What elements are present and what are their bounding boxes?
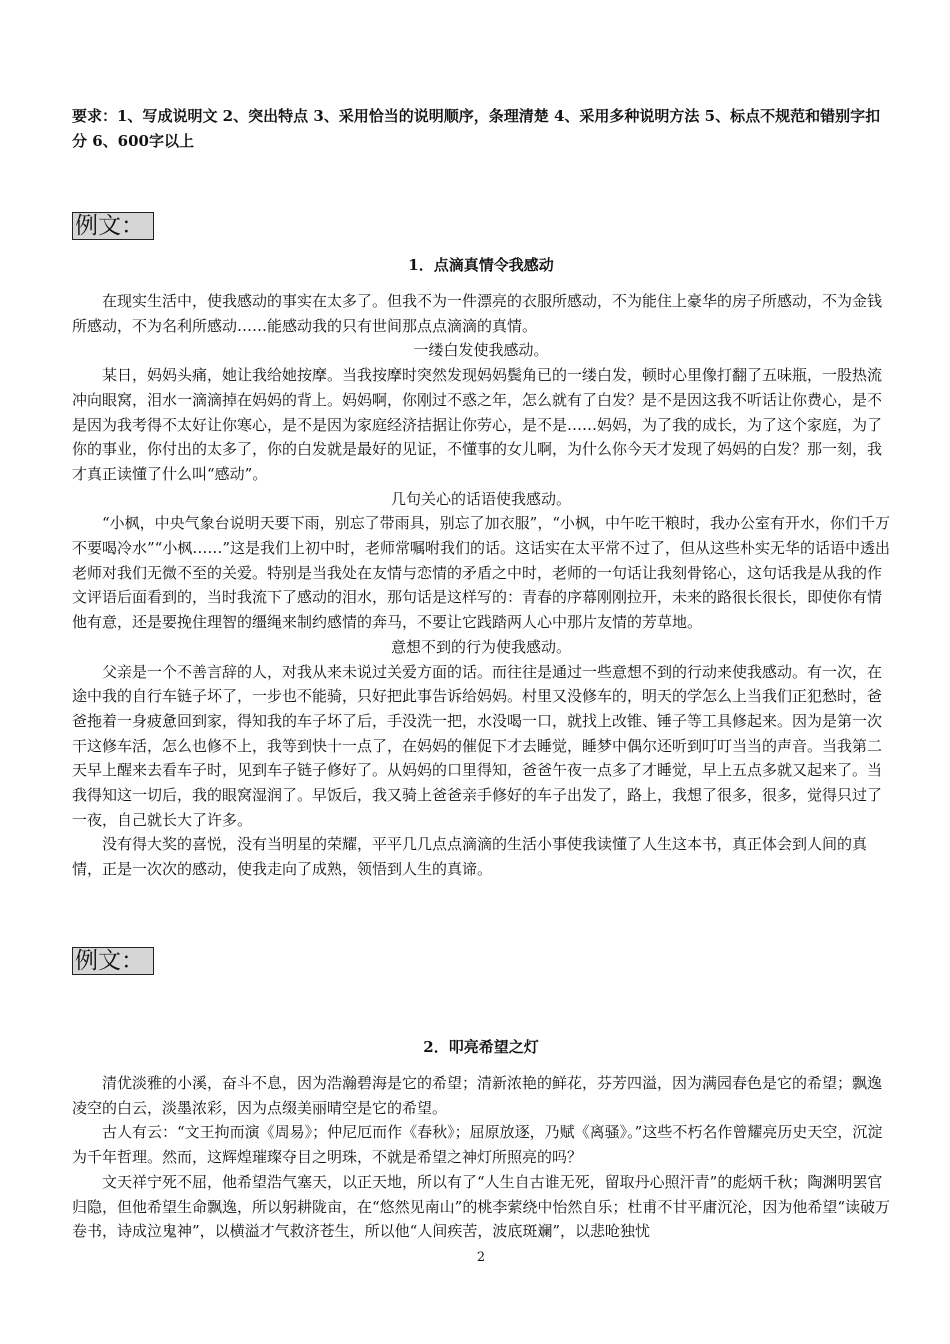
page-number: 2	[476, 1250, 486, 1265]
essay1-subheading: 一缕白发使我感动。	[413, 341, 549, 360]
essay2-paragraph: 古人有云：“文王拘而演《周易》；仲尼厄而作《春秋》；屈原放逐，乃赋《离骚》。”这些不朽名作曾耀亮历史天空，沉淀为千年哲理。然而，这辉煌璀璨夺目之明珠，不就是希望之神灯所照亮的吗？	[72, 1123, 883, 1167]
essay2-body	[72, 1071, 890, 1244]
essay1-title: 1．点滴真情令我感动	[408, 256, 554, 274]
essay1-paragraph: 某日，妈妈头痛，她让我给她按摩。当我按摩时突然发现妈妈鬓角已的一缕白发，顿时心里像打翻了五味瓶，一股热流冲向眼窝，泪水一滴滴掉在妈妈的背上。妈妈啊，你刚过不惑之年，怎么就有了白发？是不是因这我不听话让你费心，是不是因为我考得不太好让你寒心，是不是因为家庭经济拮据让你劳心，是不是……妈妈，为了我的成长，为了这个家庭，为了你的事业，你付出的太多了，你的白发就是最好的见证，不懂事的女儿啊，为什么你今天才发现了妈妈的白发？那一刻，我才真正读懂了什么叫“感动”。	[72, 366, 883, 483]
example-label: 例文：	[72, 947, 154, 975]
requirements-text: 要求：1、写成说明文 2、突出特点 3、采用恰当的说明顺序，条理清楚 4、采用多种说明方法 5、标点不规范和错别字扣分 6、600字以上	[72, 107, 881, 150]
essay2-title: 2．叩亮希望之灯	[423, 1038, 539, 1056]
essay2-paragraph: 文天祥宁死不屈，他希望浩气塞天，以正天地，所以有了“人生自古谁无死，留取丹心照汗青”的彪炳千秋；陶渊明罢官归隐，但他希望生命飘逸，所以躬耕陇亩，在“悠然见南山”的桃李萦绕中怡然自乐；杜甫不甘平庸沉沦，因为他希望“读破万卷书，诗成泣鬼神”，以横溢才气救济苍生，所以他“人间疾苦，波底斑斓”，以悲呛独忧	[72, 1172, 891, 1241]
essay1-body	[72, 289, 890, 882]
essay1-conclusion: 没有得大奖的喜悦，没有当明星的荣耀，平平几几点点滴滴的生活小事使我读懂了人生这本书，真正体会到人间的真情，正是一次次的感动，使我走向了成熟，领悟到人生的真谛。	[72, 835, 868, 879]
essay1-paragraph: 父亲是一个不善言辞的人，对我从来未说过关爱方面的话。而往往是通过一些意想不到的行动来使我感动。有一次，在途中我的自行车链子坏了，一步也不能骑，只好把此事告诉给妈妈。村里又没修车的，明天的学怎么上当我们正犯愁时，爸爸拖着一身疲惫回到家，得知我的车子坏了后，手没洗一把，水没喝一口，就找上改锥、锤子等工具修起来。因为是第一次干这修车活，怎么也修不上，我等到快十一点了，在妈妈的催促下才去睡觉，睡梦中偶尔还听到叮叮当当的声音。当我第二天早上醒来去看车子时，见到车子链子修好了。从妈妈的口里得知，爸爸午夜一点多了才睡觉，早上五点多就又起来了。当我得知这一切后，我的眼窝湿润了。早饭后，我又骑上爸爸亲手修好的车子出发了，路上，我想了很多，很多，觉得只过了一夜，自己就长大了许多。	[72, 662, 883, 829]
essay1-paragraph: “小枫，中央气象台说明天要下雨，别忘了带雨具，别忘了加衣服”，“小枫，中午吃干粮时，我办公室有开水，你们千万不要喝冷水”“小枫……”这是我们上初中时，老师常嘱咐我们的话。这话实在太平常不过了，但从这些朴实无华的话语中透出老师对我们无微不至的关爱。特别是当我处在友情与恋情的矛盾之中时，老师的一句话让我刻骨铭心，这句话我是从我的作文评语后面看到的，当时我流下了感动的泪水，那句话是这样写的：青春的序幕刚刚拉开，未来的路很长很长，即使你有情他有意，还是要挽住理智的缰绳来制约感情的奔马，不要让它践踏两人心中那片友情的芳草地。	[72, 514, 891, 632]
example-label: 例文：	[72, 212, 154, 240]
essay1-intro: 在现实生活中，使我感动的事实在太多了。但我不为一件漂亮的衣服所感动，不为能住上豪华的房子所感动，不为金钱所感动，不为名利所感动……能感动我的只有世间那点点滴滴的真情。	[72, 292, 883, 335]
essay2-paragraph: 清优淡雅的小溪，奋斗不息，因为浩瀚碧海是它的希望；清新浓艳的鲜花，芬芳四溢，因为满园春色是它的希望；飘逸凌空的白云，淡墨浓彩，因为点缀美丽晴空是它的希望。	[72, 1074, 883, 1117]
essay1-subheading: 几句关心的话语使我感动。	[390, 489, 571, 508]
essay1-subheading: 意想不到的行为使我感动。	[390, 637, 571, 656]
